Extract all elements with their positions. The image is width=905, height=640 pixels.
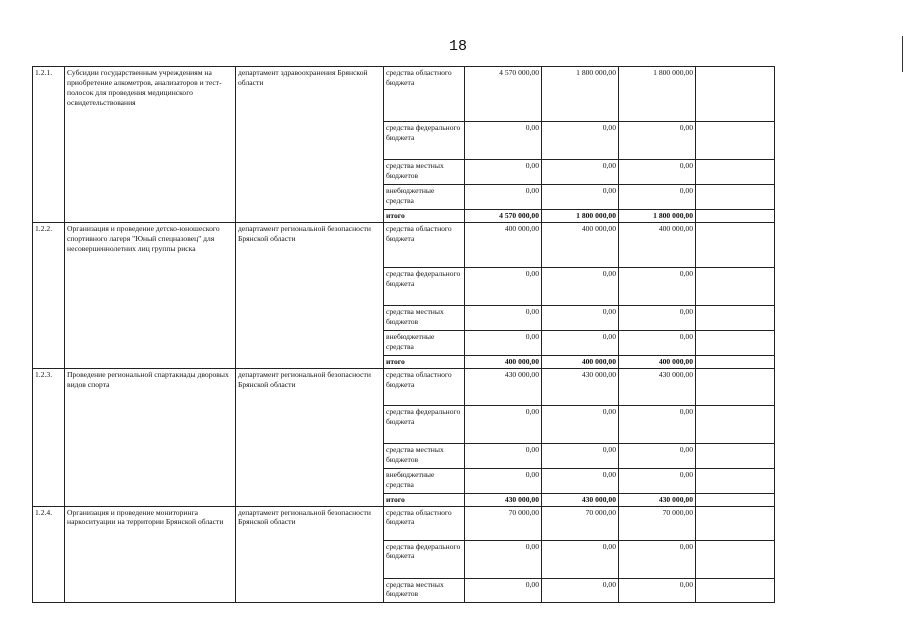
amount-year-3: 430 000,00 — [619, 368, 696, 405]
empty-cell — [696, 122, 775, 160]
amount-year-1: 430 000,00 — [465, 368, 542, 405]
empty-cell — [696, 210, 775, 223]
amount-year-2: 0,00 — [542, 443, 619, 468]
empty-cell — [696, 267, 775, 305]
amount-year-2: 1 800 000,00 — [542, 210, 619, 223]
empty-cell — [696, 443, 775, 468]
empty-cell — [696, 506, 775, 540]
amount-year-1: 0,00 — [465, 405, 542, 443]
item-description: Организация и проведение мониторинга наркоситуации на территории Брянской области — [65, 506, 236, 602]
empty-cell — [696, 468, 775, 493]
amount-year-1: 0,00 — [465, 578, 542, 602]
funding-source: средства местных бюджетов — [384, 160, 465, 185]
funding-source: средства областного бюджета — [384, 222, 465, 267]
amount-year-1: 0,00 — [465, 540, 542, 578]
empty-cell — [696, 67, 775, 122]
amount-year-1: 0,00 — [465, 330, 542, 355]
amount-year-1: 0,00 — [465, 185, 542, 210]
amount-year-3: 0,00 — [619, 122, 696, 160]
funding-source: итого — [384, 493, 465, 506]
amount-year-1: 0,00 — [465, 305, 542, 330]
empty-cell — [696, 355, 775, 368]
funding-source: средства областного бюджета — [384, 506, 465, 540]
funding-source: внебюджетные средства — [384, 330, 465, 355]
amount-year-1: 0,00 — [465, 468, 542, 493]
amount-year-2: 1 800 000,00 — [542, 67, 619, 122]
amount-year-2: 0,00 — [542, 122, 619, 160]
amount-year-3: 0,00 — [619, 305, 696, 330]
funding-source: средства федерального бюджета — [384, 122, 465, 160]
amount-year-3: 0,00 — [619, 160, 696, 185]
table-row — [33, 67, 775, 122]
item-description: Проведение региональной спартакиады дворовых видов спорта — [65, 368, 236, 506]
item-number: 1.2.1. — [33, 67, 65, 223]
empty-cell — [696, 185, 775, 210]
funding-source: средства местных бюджетов — [384, 443, 465, 468]
empty-cell — [696, 368, 775, 405]
amount-year-1: 4 570 000,00 — [465, 210, 542, 223]
amount-year-1: 4 570 000,00 — [465, 67, 542, 122]
amount-year-1: 430 000,00 — [465, 493, 542, 506]
amount-year-2: 0,00 — [542, 160, 619, 185]
funding-source: средства федерального бюджета — [384, 405, 465, 443]
amount-year-2: 0,00 — [542, 267, 619, 305]
page-number: 18 — [449, 38, 468, 55]
amount-year-3: 0,00 — [619, 267, 696, 305]
funding-source: средства федерального бюджета — [384, 540, 465, 578]
item-department: департамент региональной безопасности Брянской области — [236, 222, 384, 368]
amount-year-2: 400 000,00 — [542, 222, 619, 267]
amount-year-2: 0,00 — [542, 468, 619, 493]
funding-source: средства федерального бюджета — [384, 267, 465, 305]
amount-year-1: 0,00 — [465, 267, 542, 305]
amount-year-3: 400 000,00 — [619, 355, 696, 368]
empty-cell — [696, 222, 775, 267]
item-description: Организация и проведение детско-юношеского спортивного лагеря "Юный спецназовец" для несовершеннолетних лиц группы риска — [65, 222, 236, 368]
funding-source: внебюджетные средства — [384, 185, 465, 210]
empty-cell — [696, 160, 775, 185]
item-number: 1.2.3. — [33, 368, 65, 506]
amount-year-2: 0,00 — [542, 330, 619, 355]
amount-year-3: 0,00 — [619, 443, 696, 468]
table-row — [33, 222, 775, 267]
item-description: Субсидии государственным учреждениям на приобретение алкометров, анализаторов и тест-полосок для проведения медицинского освидетельствования — [65, 67, 236, 223]
amount-year-2: 0,00 — [542, 185, 619, 210]
item-department: департамент здравоохранения Брянской области — [236, 67, 384, 223]
amount-year-3: 430 000,00 — [619, 493, 696, 506]
amount-year-1: 400 000,00 — [465, 355, 542, 368]
funding-source: средства местных бюджетов — [384, 578, 465, 602]
amount-year-3: 1 800 000,00 — [619, 67, 696, 122]
funding-source: итого — [384, 355, 465, 368]
item-department: департамент региональной безопасности Брянской области — [236, 506, 384, 602]
amount-year-1: 70 000,00 — [465, 506, 542, 540]
amount-year-2: 0,00 — [542, 540, 619, 578]
funding-source: средства областного бюджета — [384, 368, 465, 405]
funding-source: итого — [384, 210, 465, 223]
item-number: 1.2.2. — [33, 222, 65, 368]
amount-year-2: 0,00 — [542, 405, 619, 443]
amount-year-2: 430 000,00 — [542, 368, 619, 405]
amount-year-1: 0,00 — [465, 160, 542, 185]
amount-year-2: 0,00 — [542, 305, 619, 330]
funding-source: средства областного бюджета — [384, 67, 465, 122]
amount-year-3: 0,00 — [619, 578, 696, 602]
table-row — [33, 506, 775, 540]
amount-year-2: 0,00 — [542, 578, 619, 602]
empty-cell — [696, 330, 775, 355]
amount-year-3: 1 800 000,00 — [619, 210, 696, 223]
amount-year-1: 0,00 — [465, 443, 542, 468]
amount-year-2: 70 000,00 — [542, 506, 619, 540]
empty-cell — [696, 493, 775, 506]
empty-cell — [696, 405, 775, 443]
empty-cell — [696, 305, 775, 330]
funding-source: внебюджетные средства — [384, 468, 465, 493]
item-number: 1.2.4. — [33, 506, 65, 602]
amount-year-3: 0,00 — [619, 185, 696, 210]
empty-cell — [696, 578, 775, 602]
amount-year-1: 0,00 — [465, 122, 542, 160]
amount-year-3: 0,00 — [619, 468, 696, 493]
table-row — [33, 368, 775, 405]
amount-year-3: 0,00 — [619, 540, 696, 578]
amount-year-2: 400 000,00 — [542, 355, 619, 368]
amount-year-3: 400 000,00 — [619, 222, 696, 267]
budget-table — [32, 66, 775, 603]
amount-year-3: 0,00 — [619, 405, 696, 443]
amount-year-3: 70 000,00 — [619, 506, 696, 540]
empty-cell — [696, 540, 775, 578]
amount-year-1: 400 000,00 — [465, 222, 542, 267]
funding-source: средства местных бюджетов — [384, 305, 465, 330]
amount-year-3: 0,00 — [619, 330, 696, 355]
amount-year-2: 430 000,00 — [542, 493, 619, 506]
margin-line — [902, 36, 903, 72]
item-department: департамент региональной безопасности Брянской области — [236, 368, 384, 506]
